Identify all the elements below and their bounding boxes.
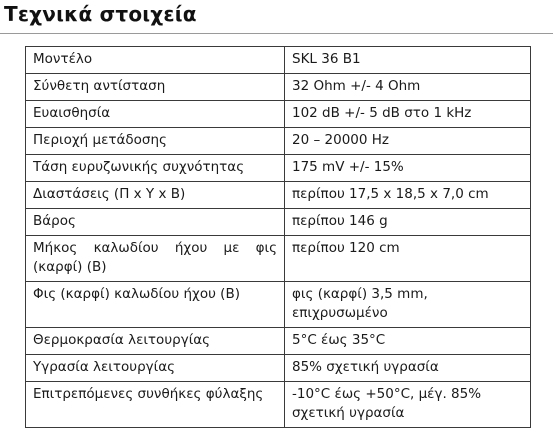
spec-value: -10°C έως +50°C, μέγ. 85% σχετική υγρασία — [285, 382, 531, 428]
table-row — [26, 382, 531, 428]
spec-value: περίπου 146 g — [285, 209, 531, 236]
title-divider — [0, 33, 553, 34]
specifications-table — [25, 46, 531, 428]
spec-value: 102 dB +/- 5 dB στο 1 kHz — [285, 101, 531, 128]
spec-label: Διαστάσεις (Π x Y x B) — [26, 182, 285, 209]
table-row — [26, 209, 531, 236]
table-row — [26, 101, 531, 128]
spec-value: περίπου 120 cm — [285, 236, 531, 282]
spec-value: 20 – 20000 Hz — [285, 128, 531, 155]
spec-label: Μήκος καλωδίου ήχου με φις (καρφί) (B) — [26, 236, 285, 282]
spec-label: Υγρασία λειτουργίας — [26, 355, 285, 382]
page-title: Τεχνικά στοιχεία — [4, 2, 197, 26]
spec-label: Θερμοκρασία λειτουργίας — [26, 328, 285, 355]
spec-value: φις (καρφί) 3,5 mm, επιχρυσωμένο — [285, 282, 531, 328]
spec-label: Μοντέλο — [26, 47, 285, 74]
spec-value: 32 Ohm +/- 4 Ohm — [285, 74, 531, 101]
spec-label: Επιτρεπόμενες συνθήκες φύλαξης — [26, 382, 285, 428]
table-row — [26, 128, 531, 155]
table-row — [26, 74, 531, 101]
table-row — [26, 355, 531, 382]
spec-label: Περιοχή μετάδοσης — [26, 128, 285, 155]
spec-label: Ευαισθησία — [26, 101, 285, 128]
spec-label: Σύνθετη αντίσταση — [26, 74, 285, 101]
spec-value: περίπου 17,5 x 18,5 x 7,0 cm — [285, 182, 531, 209]
spec-label: Τάση ευρυζωνικής συχνότητας — [26, 155, 285, 182]
spec-value: 175 mV +/- 15% — [285, 155, 531, 182]
spec-label: Φις (καρφί) καλωδίου ήχου (B) — [26, 282, 285, 328]
table-row — [26, 328, 531, 355]
spec-label: Βάρος — [26, 209, 285, 236]
table-row — [26, 155, 531, 182]
table-row — [26, 236, 531, 282]
table-row — [26, 47, 531, 74]
spec-value: 5°C έως 35°C — [285, 328, 531, 355]
spec-value: 85% σχετική υγρασία — [285, 355, 531, 382]
table-row — [26, 182, 531, 209]
spec-value: SKL 36 B1 — [285, 47, 531, 74]
table-row — [26, 282, 531, 328]
